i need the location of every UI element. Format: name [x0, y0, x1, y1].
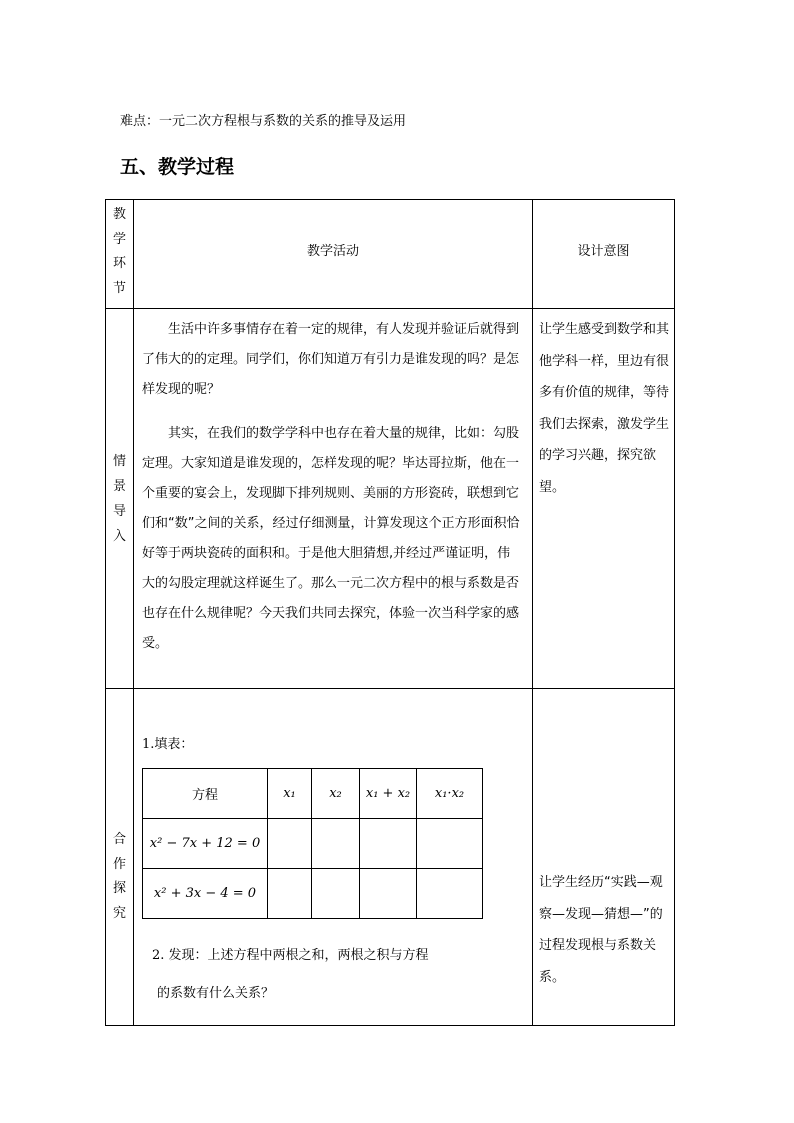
task-2-line-2: 的系数有什么关系？ [157, 986, 275, 1001]
fill-table-header-sum: x₁ + x₂ [360, 769, 417, 819]
intro-paragraph-1: 生活中许多事情存在着一定的规律，有人发现并验证后就得到了伟大的的定理。同学们，你们知道万有引力是谁发现的吗？是怎样发现的呢？ [142, 322, 520, 397]
task-1-label: 1.填表： [142, 737, 194, 752]
fill-in-table [142, 768, 483, 919]
intro-activity-cell [134, 309, 533, 689]
answer-cell[interactable] [360, 819, 417, 869]
section-title: 五、教学过程 [120, 156, 235, 178]
fill-table-header-x2: x₂ [312, 769, 360, 819]
answer-cell[interactable] [312, 819, 360, 869]
intro-design-cell [533, 309, 675, 689]
explore-row [106, 689, 675, 1026]
header-activity-cell [134, 200, 533, 309]
teaching-process-table [105, 199, 675, 1026]
explore-stage-cell [106, 689, 134, 1026]
task-2-line-1: 2. 发现：上述方程中两根之和，两根之积与方程 [152, 948, 429, 963]
intro-stage-cell [106, 309, 134, 689]
answer-cell[interactable] [268, 869, 312, 919]
intro-stage-char: 景 [112, 478, 126, 494]
header-stage-char: 节 [112, 280, 126, 296]
intro-row [106, 309, 675, 689]
header-stage-char: 环 [112, 256, 126, 271]
answer-cell[interactable] [312, 869, 360, 919]
answer-cell[interactable] [360, 869, 417, 919]
explore-design-text: 让学生经历“实践—观察—发现—猜想—”的过程发现根与系数关系。 [539, 875, 663, 985]
intro-stage-char: 导 [112, 503, 126, 519]
intro-stage-char: 入 [112, 528, 126, 544]
fill-table-header-equation: 方程 [143, 769, 268, 819]
header-stage-char: 学 [112, 231, 126, 247]
intro-stage-char: 情 [112, 453, 126, 469]
explore-stage-char: 作 [112, 856, 126, 872]
header-design-cell [533, 200, 675, 309]
equation-cell: x² − 7x + 12 = 0 [143, 819, 268, 869]
fill-table-header-product: x₁·x₂ [417, 769, 483, 819]
fill-table-row [143, 819, 483, 869]
header-row [106, 200, 675, 309]
answer-cell[interactable] [268, 819, 312, 869]
answer-cell[interactable] [417, 869, 483, 919]
explore-stage-char: 合 [112, 832, 126, 847]
answer-cell[interactable] [417, 819, 483, 869]
fill-table-header-row [143, 769, 483, 819]
header-design-label: 设计意图 [577, 244, 630, 259]
header-stage-cell [106, 200, 134, 309]
explore-design-cell [533, 689, 675, 1026]
header-activity-label: 教学活动 [306, 244, 359, 259]
equation-cell: x² + 3x − 4 = 0 [143, 869, 268, 919]
intro-design-text: 让学生感受到数学和其他学科一样，里边有很多有价值的规律，等待我们去探索，激发学生的学习兴趣，探究欲望。 [539, 322, 670, 495]
difficulty-line: 难点：一元二次方程根与系数的关系的推导及运用 [120, 114, 407, 129]
header-stage-char: 教 [112, 207, 126, 222]
explore-activity-cell [134, 689, 533, 1026]
fill-table-row [143, 869, 483, 919]
explore-stage-char: 究 [112, 905, 126, 921]
explore-stage-char: 探 [112, 881, 126, 896]
intro-paragraph-2: 其实，在我们的数学学科中也存在着大量的规律，比如：勾股定理。大家知道是谁发现的，怎样发现的呢？毕达哥拉斯，他在一个重要的宴会上，发现脚下排列规则、美丽的方形瓷砖，联想到它们和“数”之间的关系，经过仔细测量，计算发现这个正方形面积恰好等于两块瓷砖的面积和。于是他大胆猜想,并经过严谨证明，伟大的勾股定理就这样诞生了。那么一元二次方程中的根与系数是否也存在什么规律呢？今天我们共同去探究，体验一次当科学家的感受。 [142, 426, 520, 651]
fill-table-header-x1: x₁ [268, 769, 312, 819]
